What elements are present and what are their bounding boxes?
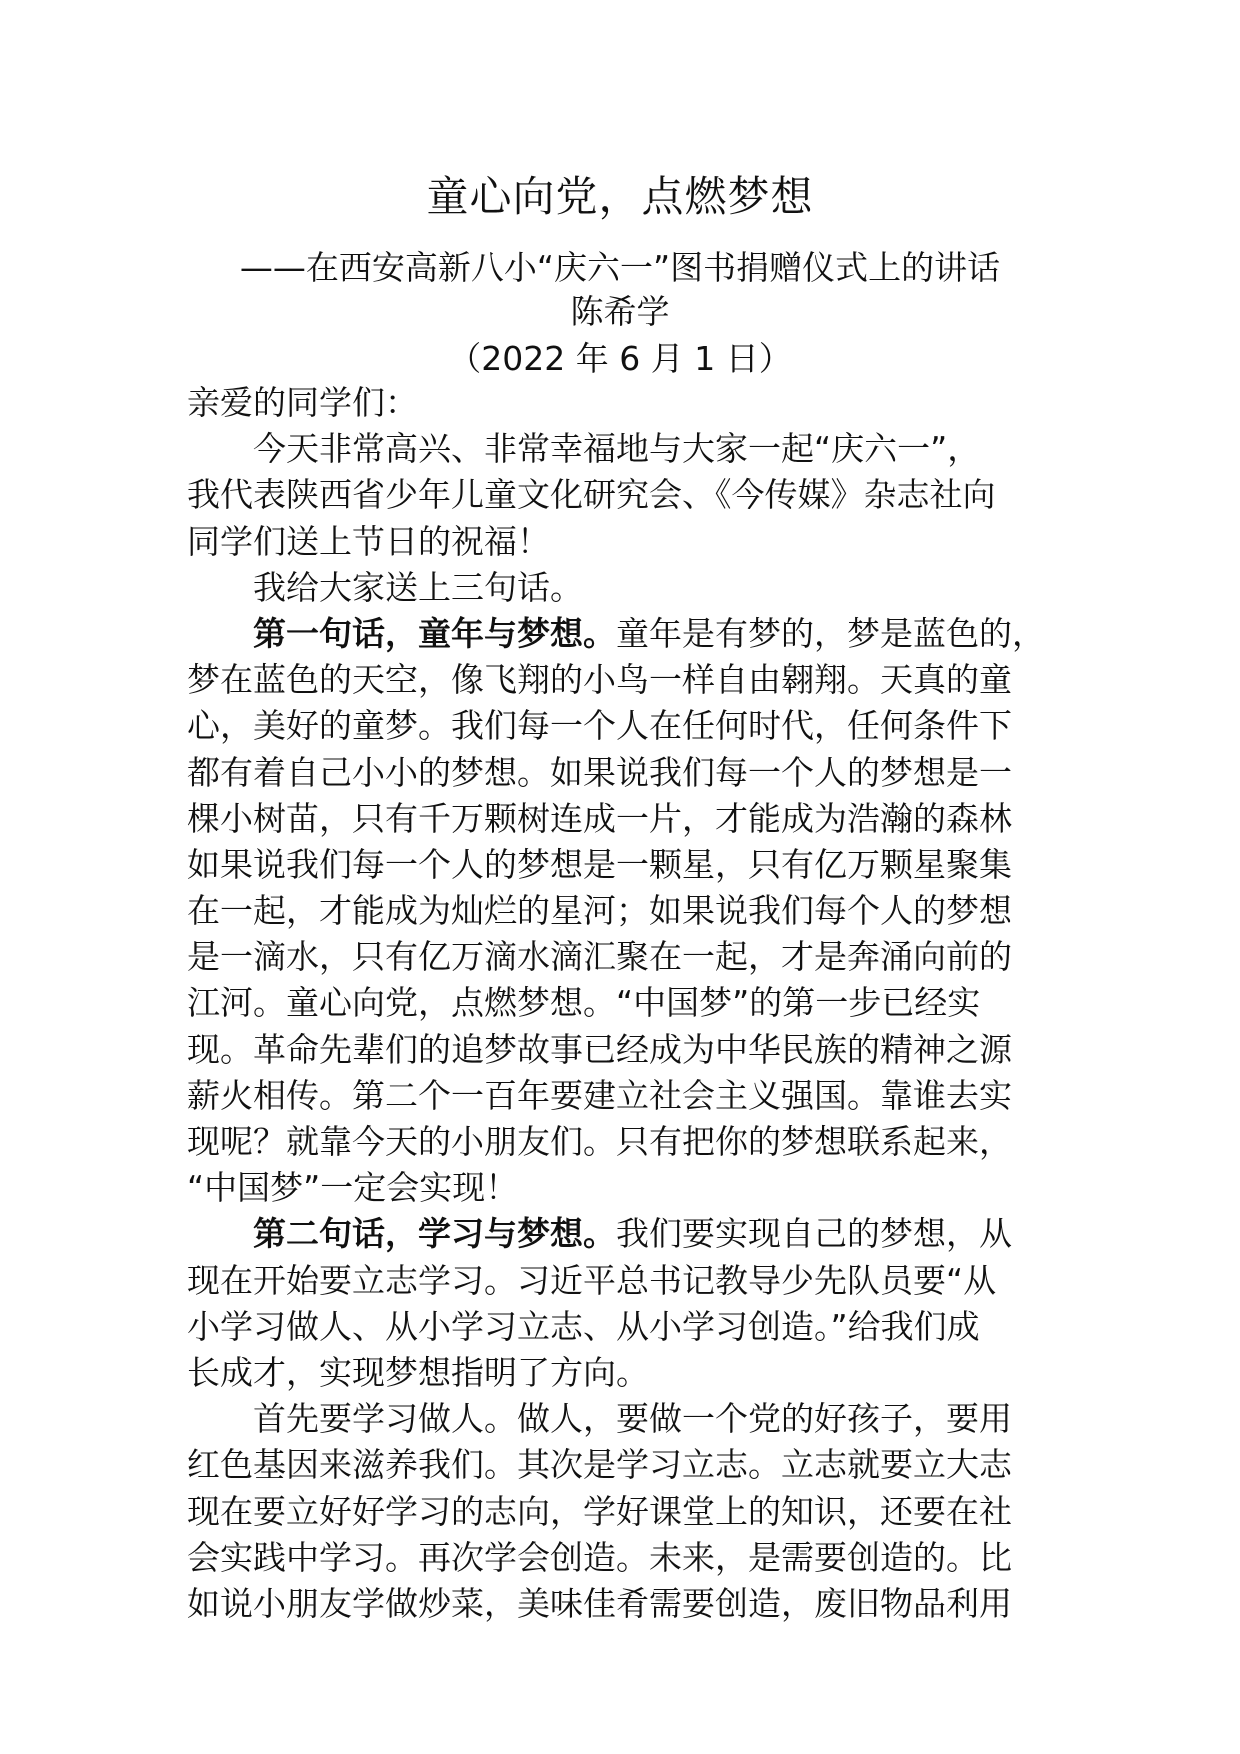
paragraph-line: 现。革命先辈们的追梦故事已经成为中华民族的精神之源 (187, 1029, 1012, 1069)
paragraph-line: “中国梦”一定会实现！ (187, 1168, 519, 1208)
paragraph-line: 心，美好的童梦。我们每一个人在任何时代，任何条件下 (187, 706, 1012, 746)
paragraph-line: 红色基因来滋养我们。其次是学习立志。立志就要立大志 (187, 1445, 1012, 1485)
paragraph-line: 如果说我们每一个人的梦想是一颗星，只有亿万颗星聚集 (187, 844, 1012, 884)
speech-body (187, 380, 1092, 1627)
paragraph-learn-to-be (187, 1396, 1092, 1627)
document-subtitle: ——在西安高新八小“庆六一”图书捐赠仪式上的讲话 (239, 248, 1001, 287)
speech-date: （2022 年 6 月 1 日） (448, 339, 792, 378)
paragraph-line: 现在要立好好学习的志向，学好课堂上的知识，还要在社 (187, 1491, 1012, 1531)
greeting: 亲爱的同学们： (187, 383, 418, 422)
paragraph-line: 长成才，实现梦想指明了方向。 (187, 1352, 649, 1392)
paragraph-line: 棵小树苗，只有千万颗树连成一片，才能成为浩瀚的森林 (187, 798, 1012, 838)
paragraph-three-sentences (187, 565, 1092, 611)
paragraph-line: 会实践中学习。再次学会创造。未来，是需要创造的。比 (187, 1537, 1012, 1577)
paragraph-line: 薪火相传。第二个一百年要建立社会主义强国。靠谁去实 (187, 1075, 1012, 1115)
paragraph-line: 今天非常高兴、非常幸福地与大家一起“庆六一”， (253, 429, 981, 469)
paragraph-line: 是一滴水，只有亿万滴水滴汇聚在一起，才是奔涌向前的 (187, 937, 1012, 977)
paragraph-line (187, 611, 1092, 657)
paragraph-line: 同学们送上节日的祝福！ (187, 521, 550, 561)
paragraph-line: 我给大家送上三句话。 (253, 567, 583, 607)
paragraph-line: 梦在蓝色的天空，像飞翔的小鸟一样自由翱翔。天真的童 (187, 660, 1012, 700)
paragraph-line: 我代表陕西省少年儿童文化研究会、《今传媒》杂志社向 (187, 475, 996, 515)
document-title: 童心向党，点燃梦想 (426, 172, 814, 221)
paragraph-study-dream (187, 1211, 1092, 1396)
paragraph-line: 小学习做人、从小学习立志、从小学习创造。”给我们成 (187, 1306, 980, 1346)
section-heading: 第二句话，学习与梦想。 (253, 1214, 616, 1254)
author-name: 陈希学 (570, 292, 670, 331)
paragraph-text: 童年是有梦的，梦是蓝色的， (616, 613, 1045, 653)
paragraph-line: 如说小朋友学做炒菜，美味佳肴需要创造，废旧物品利用 (187, 1583, 1012, 1623)
paragraph-line (187, 1211, 1092, 1257)
paragraph-line: 首先要学习做人。做人，要做一个党的好孩子，要用 (253, 1399, 1012, 1439)
paragraph-line: 在一起，才能成为灿烂的星河；如果说我们每个人的梦想 (187, 891, 1012, 931)
paragraph-text: 我们要实现自己的梦想，从 (616, 1214, 1012, 1254)
paragraph-line: 江河。童心向党，点燃梦想。“中国梦”的第一步已经实 (187, 983, 981, 1023)
paragraph-line: 都有着自己小小的梦想。如果说我们每一个人的梦想是一 (187, 752, 1012, 792)
paragraph-line: 现在开始要立志学习。习近平总书记教导少先队员要“从 (187, 1260, 997, 1300)
paragraph-childhood-dream (187, 611, 1092, 1211)
paragraph-opening (187, 426, 1092, 565)
paragraph-line: 现呢？就靠今天的小朋友们。只有把你的梦想联系起来， (187, 1122, 1012, 1161)
section-heading: 第一句话，童年与梦想。 (253, 613, 616, 653)
